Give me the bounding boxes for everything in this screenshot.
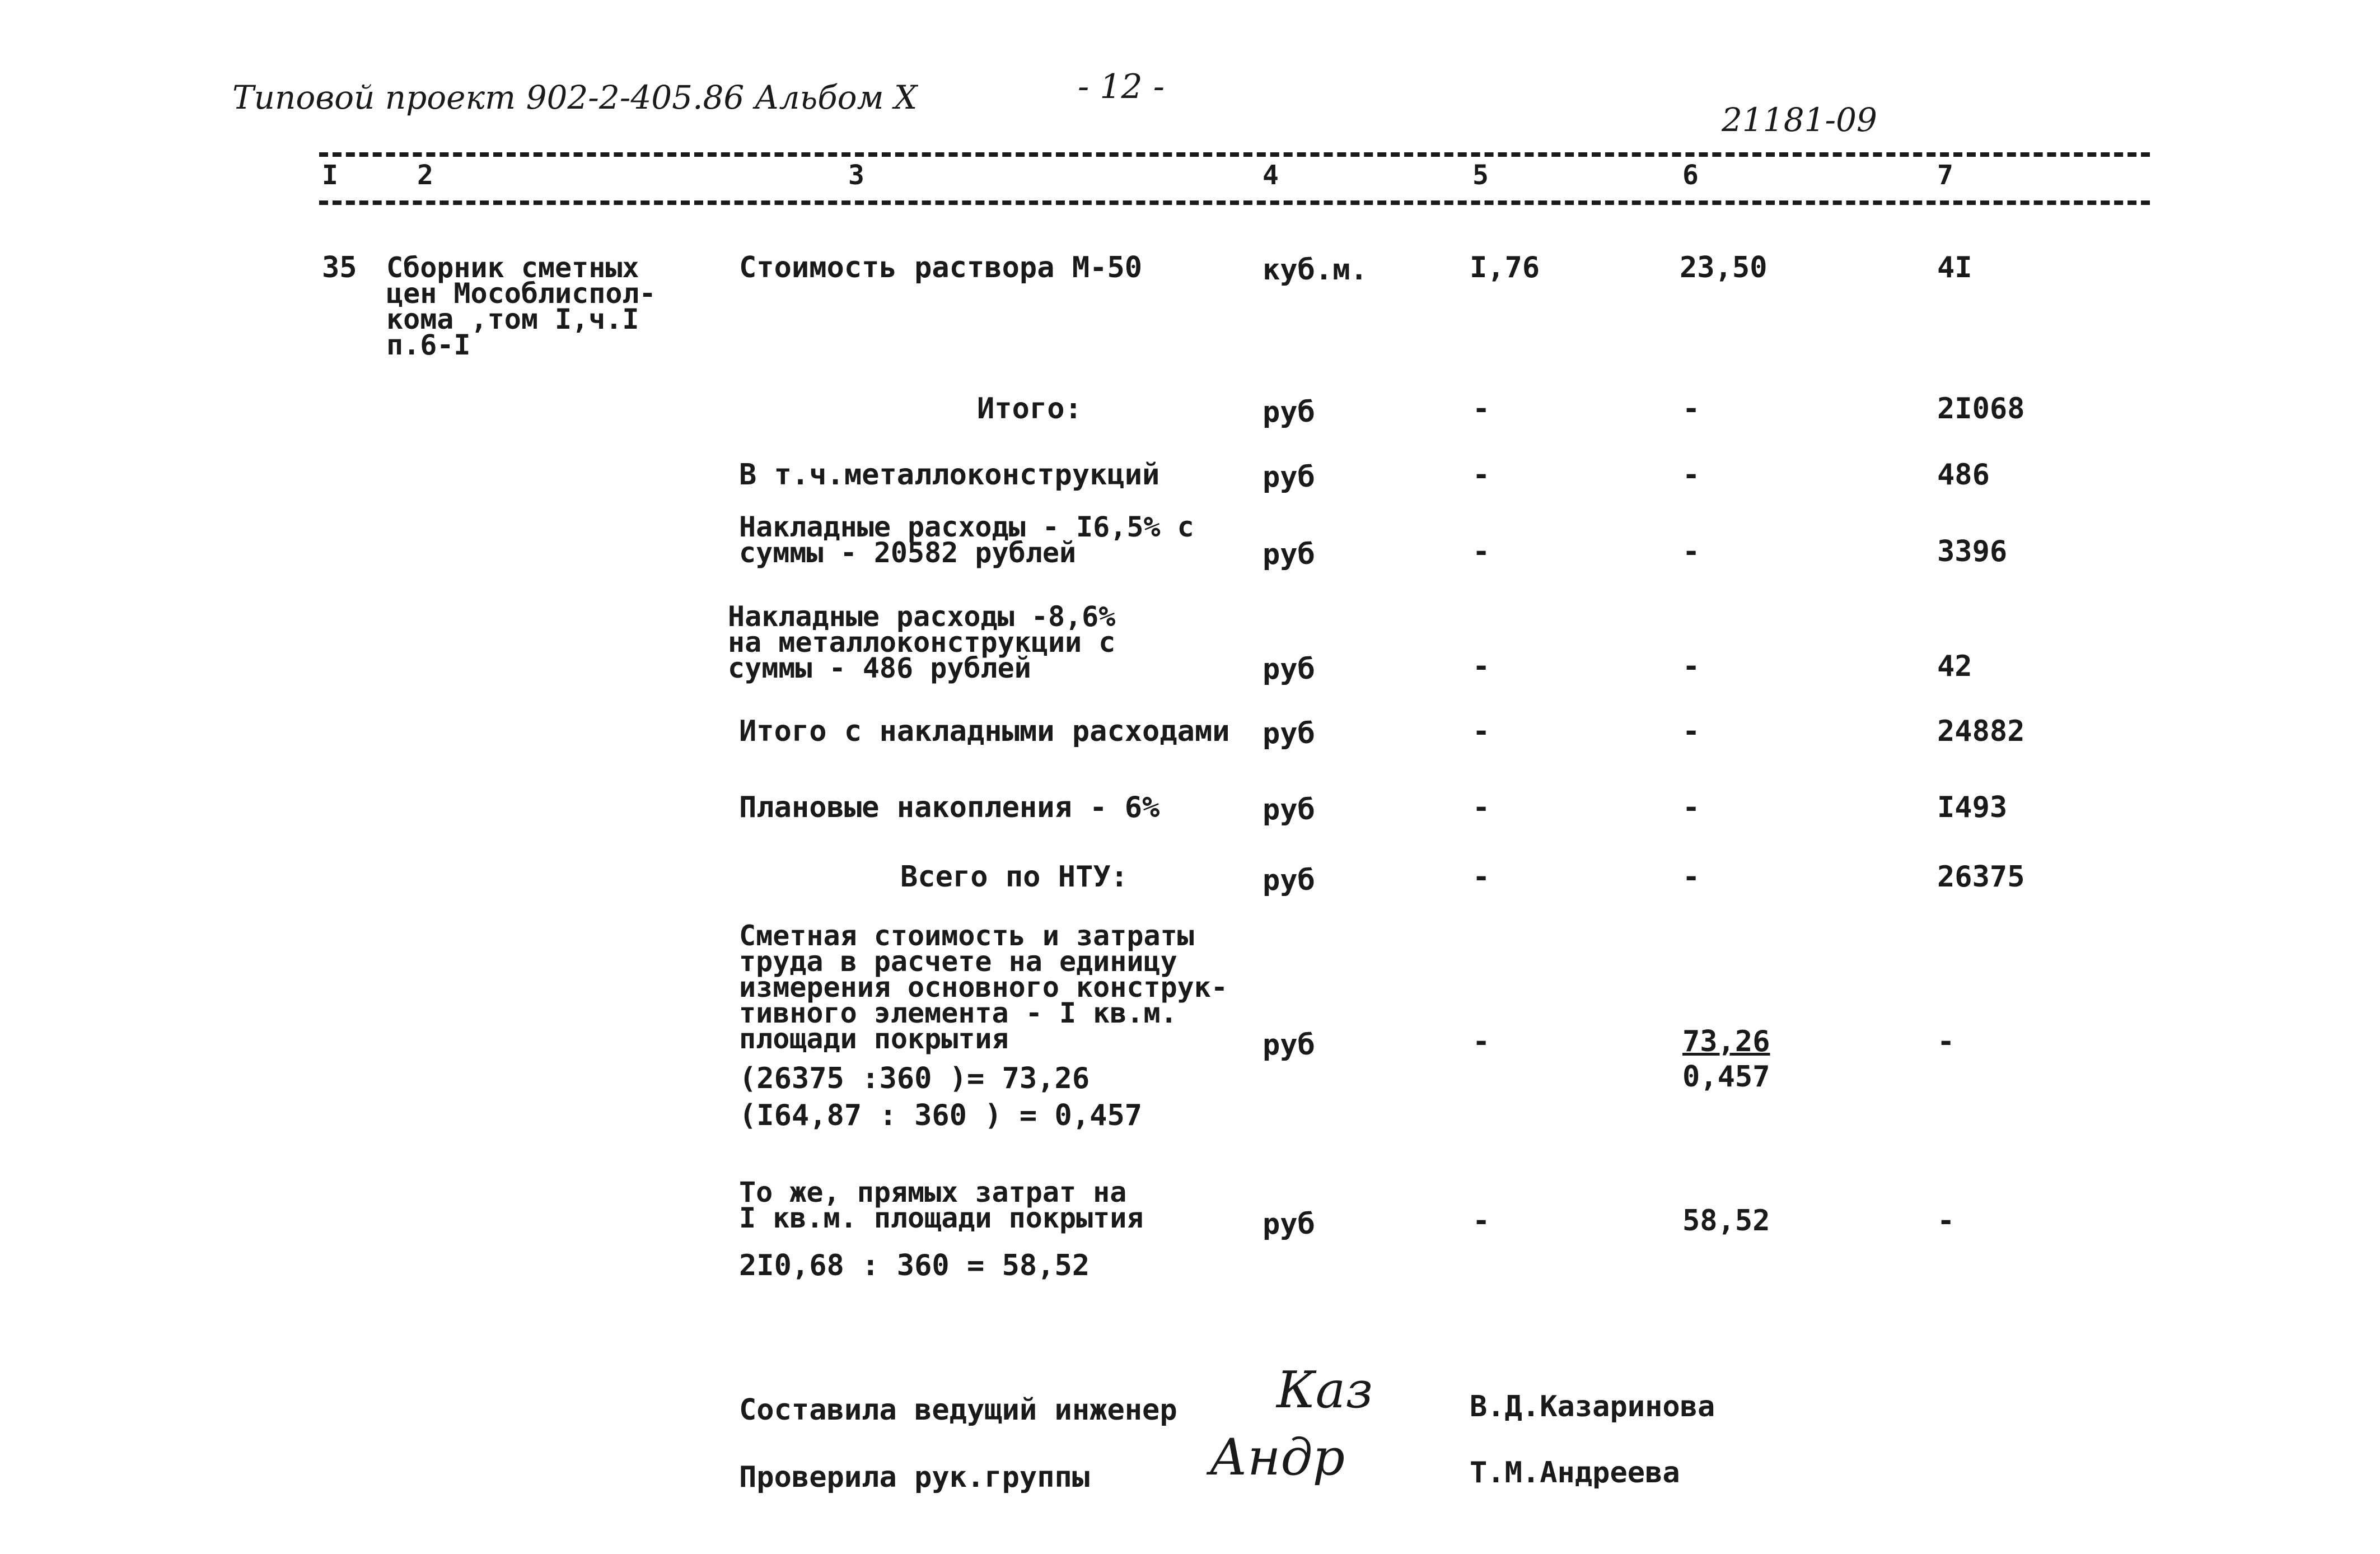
col-header-7: 7 [1937,160,1953,191]
row-total-overhead-col6: - [1682,715,1700,748]
row-overhead-amount: 3396 [1937,535,2008,568]
row-total-overhead-amount: 24882 [1937,715,2025,748]
col-header-2: 2 [417,160,433,191]
unit-cost-calc-2: (I64,87 : 360 ) = 0,457 [739,1099,1143,1132]
row-metal-label: В т.ч.металлоконструкций [739,458,1160,492]
checked-by-name: Т.М.Андреева [1470,1456,1680,1490]
row-planned-savings-col6: - [1682,791,1700,824]
row-total-col6: - [1682,392,1700,426]
row-total-overhead-unit: руб [1263,717,1315,750]
unit-cost-label: Сметная стоимость и затраты труда в расчете на единицу измерения основного конструк- тивного элемента - I кв.м. площади покрытия [739,920,1228,1055]
row-planned-savings-amount: I493 [1937,791,2008,824]
entry-source: Сборник сметных цен Мособлиспол- кома ,том I,ч.I п.6-I [386,251,656,361]
col-header-5: 5 [1472,160,1489,191]
row-grand-total-unit: руб [1263,864,1315,897]
row-overhead-unit: руб [1263,538,1315,571]
row-grand-total-col5: - [1472,860,1490,894]
row-overhead-label: Накладные расходы - I6,5% с суммы - 20582 рублей [739,511,1194,569]
compiled-by-signature: Каз [1276,1361,1373,1420]
direct-cost-calc: 2I0,68 : 360 = 58,52 [739,1249,1090,1282]
row-total-col5: - [1472,392,1490,426]
entry-unit: куб.м. [1263,253,1368,287]
row-grand-total-col6: - [1682,860,1700,894]
row-planned-savings-unit: руб [1263,793,1315,827]
document-code: 21181-09 [1722,101,1877,139]
row-metal-overhead-col5: - [1472,650,1490,683]
row-total-label: Итого: [977,392,1082,426]
direct-cost-unit: руб [1263,1207,1315,1241]
row-metal-amount: 486 [1937,458,1990,492]
row-total-overhead-col5: - [1472,715,1490,748]
unit-cost-col7: - [1937,1025,1955,1058]
row-total-unit: руб [1263,395,1315,429]
entry-price: 23,50 [1680,251,1768,284]
entry-quantity: I,76 [1470,251,1540,284]
compiled-by-role: Составила ведущий инженер [739,1393,1177,1427]
unit-cost-value-top: 73,26 [1682,1025,1770,1058]
unit-cost-unit: руб [1263,1028,1315,1062]
compiled-by-name: В.Д.Казаринова [1470,1390,1715,1424]
col-header-1: I [322,160,338,191]
col-header-4: 4 [1263,160,1279,191]
header-bottom-rule [319,200,2150,205]
row-metal-overhead-label: Накладные расходы -8,6% на металлоконструкции с суммы - 486 рублей [728,600,1116,684]
direct-cost-label: То же, прямых затрат на I кв.м. площади покрытия [739,1176,1144,1234]
entry-description: Стоимость раствора М-50 [739,251,1143,284]
row-metal-overhead-amount: 42 [1937,650,1972,683]
row-total-overhead-label: Итого с накладными расходами [739,715,1230,748]
row-metal-unit: руб [1263,460,1315,494]
entry-total: 4I [1937,251,1972,284]
row-planned-savings-label: Плановые накопления - 6% [739,791,1160,824]
col-header-6: 6 [1682,160,1699,191]
unit-cost-col5: - [1472,1025,1490,1058]
row-grand-total-label: Всего по НТУ: [900,860,1128,894]
row-total-amount: 2I068 [1937,392,2025,426]
header-top-rule [319,152,2150,157]
row-metal-col6: - [1682,458,1700,492]
row-metal-col5: - [1472,458,1490,492]
page-number: - 12 - [1078,67,1165,106]
row-metal-overhead-unit: руб [1263,652,1315,686]
unit-cost-calc-1: (26375 :360 )= 73,26 [739,1062,1090,1095]
row-overhead-col5: - [1472,535,1490,568]
project-title: Типовой проект 902-2-405.86 Альбом X [232,78,918,116]
row-planned-savings-col5: - [1472,791,1490,824]
row-overhead-col6: - [1682,535,1700,568]
entry-number: 35 [322,251,357,284]
checked-by-role: Проверила рук.группы [739,1460,1090,1494]
direct-cost-col7: - [1937,1204,1955,1238]
col-header-3: 3 [848,160,864,191]
unit-cost-value-bottom: 0,457 [1682,1060,1770,1094]
direct-cost-value: 58,52 [1682,1204,1770,1238]
row-metal-overhead-col6: - [1682,650,1700,683]
direct-cost-col5: - [1472,1204,1490,1238]
row-grand-total-amount: 26375 [1937,860,2025,894]
checked-by-signature: Андр [1209,1428,1345,1487]
